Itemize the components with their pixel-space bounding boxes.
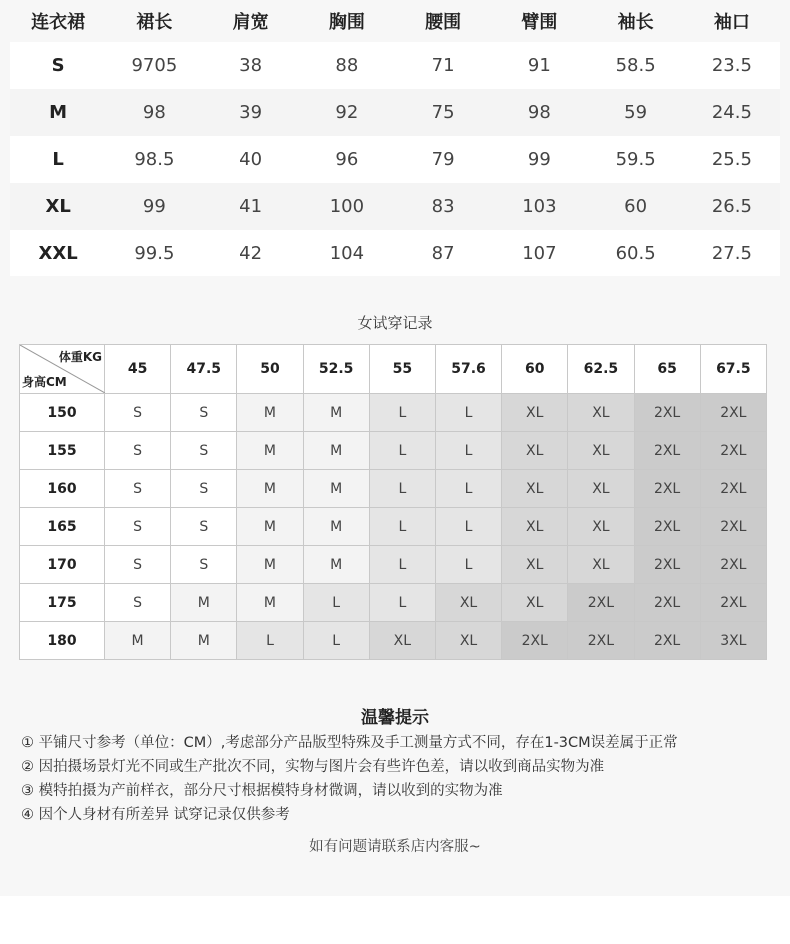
fit-size-cell: M [303, 546, 369, 584]
fit-size-cell: L [369, 432, 435, 470]
fit-size-cell: XL [568, 508, 634, 546]
size-value-cell: 23.5 [684, 42, 780, 89]
size-value-cell: 88 [299, 42, 395, 89]
size-value-cell: 38 [203, 42, 299, 89]
fit-size-cell: M [237, 394, 303, 432]
fit-record-header-row [20, 345, 767, 394]
contact-note: 如有问题请联系店内客服~ [309, 839, 481, 855]
fit-size-cell: M [171, 584, 237, 622]
weight-header: 55 [369, 345, 435, 394]
size-value-cell: 59 [588, 89, 684, 136]
fit-record-corner [20, 345, 105, 394]
fit-size-cell: S [171, 508, 237, 546]
fit-size-cell: XL [502, 546, 568, 584]
fit-size-cell: XL [435, 622, 501, 660]
fit-size-cell: 2XL [568, 622, 634, 660]
size-value-cell: 60.5 [588, 230, 684, 276]
fit-size-cell: L [369, 546, 435, 584]
fit-size-cell: S [171, 394, 237, 432]
fit-size-cell: S [105, 432, 171, 470]
fit-size-cell: L [369, 508, 435, 546]
size-value-cell: 98 [106, 89, 202, 136]
size-value-cell: 26.5 [684, 183, 780, 230]
size-cell: XL [10, 183, 106, 230]
size-value-cell: 99 [491, 136, 587, 183]
height-cell: 175 [20, 584, 105, 622]
size-value-cell: 83 [395, 183, 491, 230]
fit-size-cell: M [237, 584, 303, 622]
size-chart-header: 腰围 [395, 0, 491, 42]
fit-size-cell: L [369, 470, 435, 508]
fit-size-cell: L [435, 394, 501, 432]
fit-record-title: 女试穿记录 [357, 314, 433, 332]
size-value-cell: 60 [588, 183, 684, 230]
fit-record-row [20, 394, 767, 432]
size-chart-table [10, 0, 780, 276]
height-cell: 165 [20, 508, 105, 546]
size-chart-header: 袖长 [588, 0, 684, 42]
fit-size-cell: 2XL [700, 508, 766, 546]
size-cell: S [10, 42, 106, 89]
size-value-cell: 98.5 [106, 136, 202, 183]
fit-size-cell: L [435, 432, 501, 470]
weight-header: 60 [502, 345, 568, 394]
fit-size-cell: 3XL [700, 622, 766, 660]
size-value-cell: 24.5 [684, 89, 780, 136]
weight-header: 57.6 [435, 345, 501, 394]
size-value-cell: 27.5 [684, 230, 780, 276]
size-value-cell: 75 [395, 89, 491, 136]
size-cell: XXL [10, 230, 106, 276]
fit-record-row [20, 622, 767, 660]
tip-item: ④ 因个人身材有所差异 试穿记录仅供参考 [21, 807, 290, 823]
weight-header: 50 [237, 345, 303, 394]
fit-record-row [20, 470, 767, 508]
tip-item: ① 平铺尺寸参考（单位：CM）,考虑部分产品版型特殊及手工测量方式不同，存在1-3CM误差属于正常 [21, 735, 678, 751]
fit-size-cell: 2XL [634, 432, 700, 470]
fit-size-cell: L [303, 622, 369, 660]
fit-size-cell: M [171, 622, 237, 660]
height-cell: 180 [20, 622, 105, 660]
fit-size-cell: 2XL [634, 470, 700, 508]
size-value-cell: 59.5 [588, 136, 684, 183]
size-value-cell: 42 [203, 230, 299, 276]
fit-size-cell: XL [502, 394, 568, 432]
size-cell: L [10, 136, 106, 183]
fit-size-cell: M [105, 622, 171, 660]
fit-size-cell: S [105, 584, 171, 622]
fit-size-cell: S [105, 470, 171, 508]
fit-size-cell: 2XL [634, 508, 700, 546]
fit-size-cell: XL [502, 432, 568, 470]
size-value-cell: 91 [491, 42, 587, 89]
fit-size-cell: L [369, 394, 435, 432]
fit-size-cell: S [171, 432, 237, 470]
size-cell: M [10, 89, 106, 136]
fit-record-body [20, 394, 767, 660]
size-value-cell: 99.5 [106, 230, 202, 276]
fit-size-cell: M [237, 546, 303, 584]
size-value-cell: 39 [203, 89, 299, 136]
fit-record-row [20, 546, 767, 584]
size-value-cell: 92 [299, 89, 395, 136]
tip-item: ② 因拍摄场景灯光不同或生产批次不同，实物与图片会有些许色差，请以收到商品实物为准 [21, 759, 605, 775]
size-value-cell: 99 [106, 183, 202, 230]
height-cell: 160 [20, 470, 105, 508]
size-value-cell: 40 [203, 136, 299, 183]
fit-size-cell: 2XL [634, 622, 700, 660]
fit-size-cell: L [303, 584, 369, 622]
size-value-cell: 58.5 [588, 42, 684, 89]
fit-size-cell: M [237, 508, 303, 546]
size-value-cell: 71 [395, 42, 491, 89]
size-chart-header: 袖口 [684, 0, 780, 42]
tips-title: 温馨提示 [361, 708, 429, 728]
fit-size-cell: L [435, 508, 501, 546]
fit-size-cell: 2XL [634, 546, 700, 584]
fit-size-cell: 2XL [700, 470, 766, 508]
fit-size-cell: XL [435, 584, 501, 622]
fit-size-cell: L [435, 546, 501, 584]
fit-size-cell: M [303, 432, 369, 470]
size-chart-header: 肩宽 [203, 0, 299, 42]
weight-header: 62.5 [568, 345, 634, 394]
size-value-cell: 9705 [106, 42, 202, 89]
size-chart-header: 裙长 [106, 0, 202, 42]
weight-axis-label: 体重KG [58, 350, 102, 364]
fit-record-table [19, 344, 767, 660]
fit-record-row [20, 508, 767, 546]
size-value-cell: 79 [395, 136, 491, 183]
height-axis-label: 身高CM [22, 375, 67, 389]
fit-record-row [20, 584, 767, 622]
footer-band [0, 896, 790, 944]
size-value-cell: 96 [299, 136, 395, 183]
weight-header: 67.5 [700, 345, 766, 394]
size-chart-header: 连衣裙 [10, 0, 106, 42]
fit-size-cell: L [237, 622, 303, 660]
fit-size-cell: 2XL [634, 584, 700, 622]
size-chart-header-row [10, 0, 780, 42]
fit-size-cell: XL [568, 394, 634, 432]
fit-size-cell: M [303, 508, 369, 546]
size-chart-header: 胸围 [299, 0, 395, 42]
fit-size-cell: S [171, 470, 237, 508]
size-row-xxl [10, 230, 780, 276]
fit-size-cell: 2XL [700, 394, 766, 432]
fit-size-cell: XL [568, 546, 634, 584]
fit-size-cell: M [303, 470, 369, 508]
fit-size-cell: M [237, 432, 303, 470]
fit-size-cell: 2XL [568, 584, 634, 622]
size-chart-header: 臂围 [491, 0, 587, 42]
size-value-cell: 103 [491, 183, 587, 230]
fit-size-cell: XL [369, 622, 435, 660]
fit-size-cell: L [435, 470, 501, 508]
fit-size-cell: 2XL [700, 432, 766, 470]
tip-item: ③ 模特拍摄为产前样衣，部分尺寸根据模特身材微调，请以收到的实物为准 [21, 783, 503, 799]
size-row-m [10, 89, 780, 136]
size-value-cell: 98 [491, 89, 587, 136]
fit-size-cell: 2XL [700, 584, 766, 622]
size-value-cell: 41 [203, 183, 299, 230]
fit-size-cell: XL [502, 508, 568, 546]
fit-size-cell: XL [568, 432, 634, 470]
fit-record-row [20, 432, 767, 470]
fit-size-cell: S [105, 394, 171, 432]
fit-size-cell: XL [502, 470, 568, 508]
size-value-cell: 100 [299, 183, 395, 230]
size-row-xl [10, 183, 780, 230]
weight-header: 47.5 [171, 345, 237, 394]
size-value-cell: 107 [491, 230, 587, 276]
fit-size-cell: 2XL [700, 546, 766, 584]
size-row-l [10, 136, 780, 183]
size-value-cell: 25.5 [684, 136, 780, 183]
fit-size-cell: 2XL [502, 622, 568, 660]
weight-header: 65 [634, 345, 700, 394]
tips-list [21, 733, 781, 829]
height-cell: 150 [20, 394, 105, 432]
weight-header: 52.5 [303, 345, 369, 394]
height-cell: 155 [20, 432, 105, 470]
fit-size-cell: M [303, 394, 369, 432]
fit-size-cell: S [105, 508, 171, 546]
fit-size-cell: M [237, 470, 303, 508]
fit-size-cell: L [369, 584, 435, 622]
fit-size-cell: 2XL [634, 394, 700, 432]
weight-header: 45 [105, 345, 171, 394]
size-value-cell: 104 [299, 230, 395, 276]
fit-size-cell: XL [568, 470, 634, 508]
fit-size-cell: S [171, 546, 237, 584]
height-cell: 170 [20, 546, 105, 584]
size-row-s [10, 42, 780, 89]
fit-size-cell: XL [502, 584, 568, 622]
fit-size-cell: S [105, 546, 171, 584]
size-value-cell: 87 [395, 230, 491, 276]
